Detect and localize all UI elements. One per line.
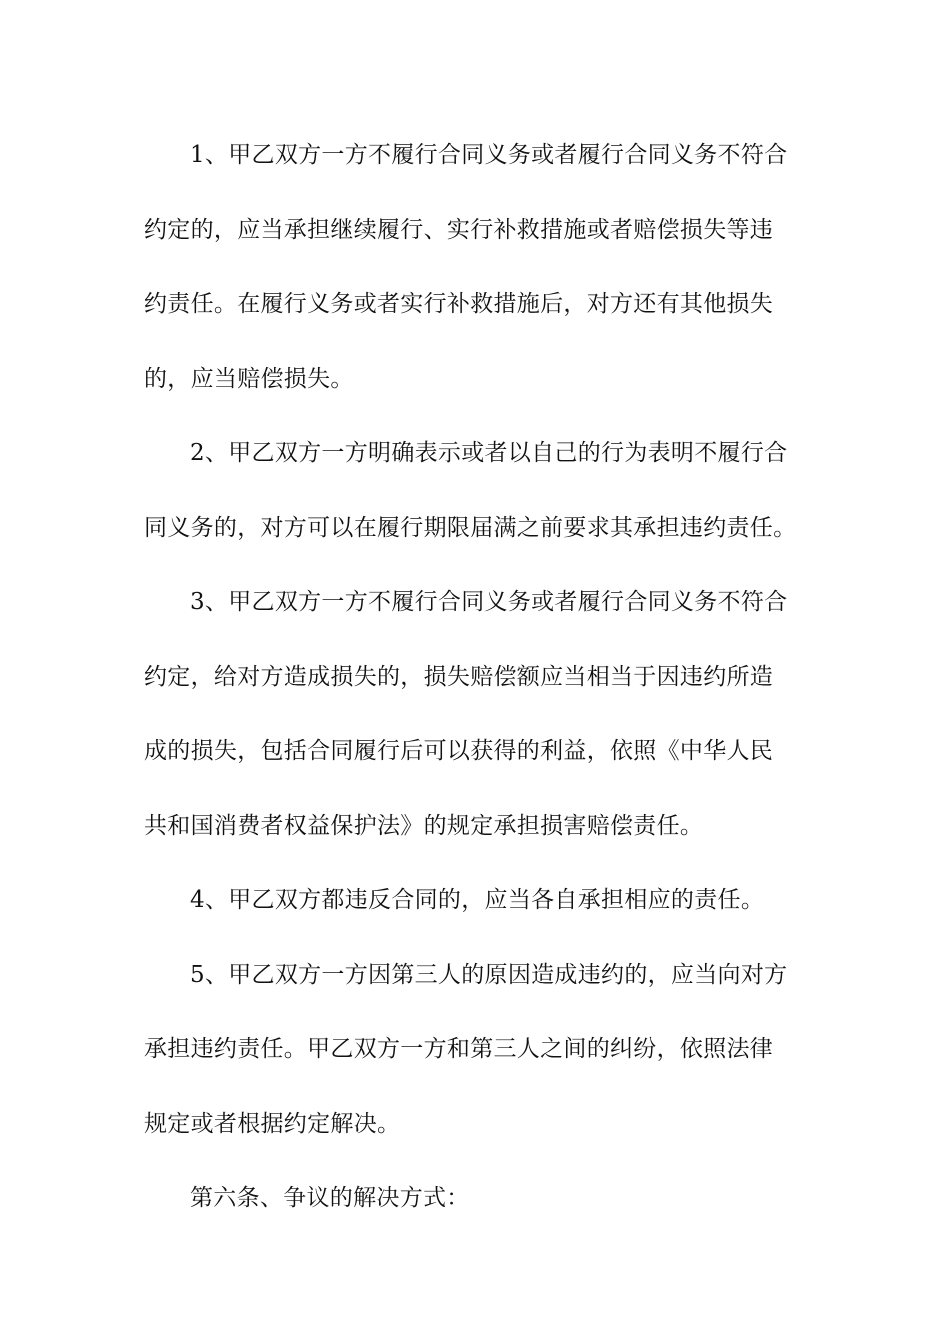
- paragraph-5: [144, 938, 814, 1162]
- paragraph-line: 约定，给对方造成损失的，损失赔偿额应当相当于因违约所造: [144, 663, 774, 690]
- paragraph-3: [144, 565, 814, 863]
- paragraph-line: 1、甲乙双方一方不履行合同义务或者履行合同义务不符合: [190, 142, 788, 168]
- paragraph-line: 5、甲乙双方一方因第三人的原因造成违约的，应当向对方: [190, 961, 788, 988]
- paragraph-line: 规定或者根据约定解决。: [144, 1110, 401, 1137]
- paragraph-line: 3、甲乙双方一方不履行合同义务或者履行合同义务不符合: [190, 589, 788, 615]
- paragraph-line: 约定的，应当承担继续履行、实行补救措施或者赔偿损失等违: [144, 216, 774, 243]
- paragraph-line: 承担违约责任。甲乙双方一方和第三人之间的纠纷，依照法律: [144, 1036, 774, 1062]
- paragraph-line: 同义务的，对方可以在履行期限届满之前要求其承担违约责任。: [144, 514, 797, 541]
- paragraph-4: [144, 863, 814, 938]
- paragraph-line: 约责任。在履行义务或者实行补救措施后，对方还有其他损失: [144, 291, 774, 317]
- paragraph-line: 共和国消费者权益保护法》的规定承担损害赔偿责任。: [144, 812, 704, 839]
- paragraph-line: 成的损失，包括合同履行后可以获得的利益，依照《中华人民: [144, 738, 774, 764]
- paragraph-line: 4、甲乙双方都违反合同的，应当各自承担相应的责任。: [190, 887, 765, 913]
- paragraph-line: 的，应当赔偿损失。: [144, 365, 354, 392]
- paragraph-2: [144, 416, 814, 565]
- section-heading-text: 第六条、争议的解决方式：: [190, 1185, 470, 1211]
- document-body: [144, 118, 814, 1236]
- paragraph-line: 2、甲乙双方一方明确表示或者以自己的行为表明不履行合: [190, 440, 788, 466]
- section-heading-article-6: [144, 1161, 814, 1236]
- paragraph-1: [144, 118, 814, 416]
